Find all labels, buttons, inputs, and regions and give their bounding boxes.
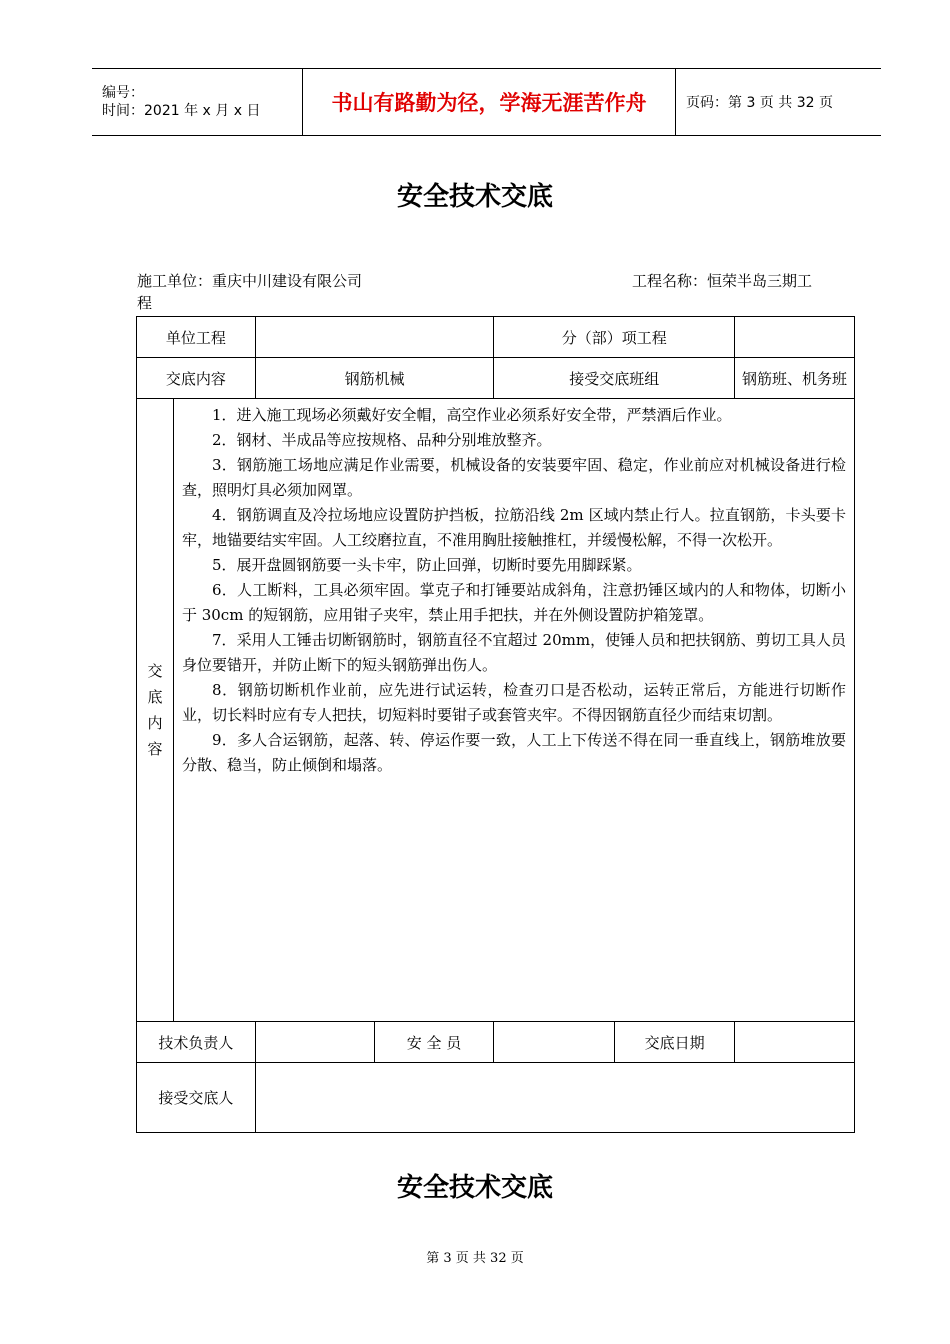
vertical-char: 容 (147, 740, 163, 758)
project-name-end: 程 (137, 294, 153, 312)
handover-table (136, 316, 855, 1133)
date-label: 交底日期 (615, 1022, 735, 1063)
team-label: 接受交底班组 (494, 358, 735, 399)
team-value: 钢筋班、机务班 (735, 358, 855, 399)
date-value (735, 1022, 855, 1063)
page-header (92, 68, 881, 136)
list-item: 6．人工断料，工具必须牢固。掌克子和打锤要站成斜角，注意扔锤区域内的人和物体，切断小于 30cm 的短钢筋，应用钳子夹牢，禁止用手把扶，并在外侧设置防护箱笼罩。 (181, 581, 846, 624)
project-name-label: 工程名称：恒荣半岛三期工 (632, 272, 813, 290)
content-label: 交底内容 (137, 358, 256, 399)
list-item: 4．钢筋调直及冷拉场地应设置防护挡板，拉筋沿线 2m 区域内禁止行人。拉直钢筋，卡头要卡牢，地锚要结实牢固。人工绞磨拉直，不准用胸肚接触推杠，并缓慢松解，不得一次松开。 (181, 506, 846, 549)
receiver-value (255, 1063, 854, 1133)
safety-officer-label: 安 全 员 (374, 1022, 494, 1063)
time-label: 时间：2021 年 x 月 x 日 (102, 103, 261, 119)
list-item: 3．钢筋施工场地应满足作业需要，机械设备的安装要牢固、稳定，作业前应对机械设备进行检查，照明灯具必须加网罩。 (181, 456, 846, 499)
tech-lead-label: 技术负责人 (137, 1022, 256, 1063)
sub-project-label: 分（部）项工程 (494, 317, 735, 358)
sub-project-value (735, 317, 855, 358)
list-item: 5．展开盘圆钢筋要一头卡牢，防止回弹，切断时要先用脚踩紧。 (211, 556, 642, 574)
page-footer: 第 3 页 共 32 页 (426, 1251, 524, 1266)
document-title: 安全技术交底 (396, 182, 553, 212)
content-vertical-label (137, 399, 174, 1022)
header-page-label: 页码：第 3 页 共 32 页 (676, 69, 882, 136)
safety-officer-value (494, 1022, 615, 1063)
list-item: 8．钢筋切断机作业前，应先进行试运转，检查刃口是否松动，运转正常后，方能进行切断作业，切长料时应有专人把扶，切短料时要钳子或套管夹牢。不得因钢筋直径少而结束切割。 (181, 681, 846, 724)
document-title-repeat: 安全技术交底 (396, 1173, 553, 1203)
header-motto: 书山有路勤为径，学海无涯苦作舟 (303, 69, 676, 136)
list-item: 7．采用人工锤击切断钢筋时，钢筋直径不宜超过 20mm，使锤人员和把扶钢筋、剪切工具人员身位要错开，并防止断下的短头钢筋弹出伤人。 (181, 631, 846, 674)
tech-lead-value (255, 1022, 374, 1063)
unit-project-value (255, 317, 494, 358)
header-meta (92, 69, 303, 136)
number-label: 编号： (102, 85, 144, 101)
content-body (173, 399, 854, 1022)
unit-project-label: 单位工程 (137, 317, 256, 358)
list-item: 2．钢材、半成品等应按规格、品种分别堆放整齐。 (211, 431, 552, 449)
company-label: 施工单位：重庆中川建设有限公司 (137, 272, 363, 290)
vertical-char: 底 (147, 688, 163, 706)
list-item: 1．进入施工现场必须戴好安全帽，高空作业必须系好安全带，严禁酒后作业。 (211, 406, 732, 424)
content-value: 钢筋机械 (255, 358, 494, 399)
vertical-char: 交 (147, 662, 163, 680)
unit-line (137, 270, 855, 314)
vertical-char: 内 (147, 714, 163, 732)
receiver-label: 接受交底人 (137, 1063, 256, 1133)
list-item: 9．多人合运钢筋，起落、转、停运作要一致，人工上下传送不得在同一垂直线上，钢筋堆放要分散、稳当，防止倾倒和塌落。 (181, 731, 846, 774)
